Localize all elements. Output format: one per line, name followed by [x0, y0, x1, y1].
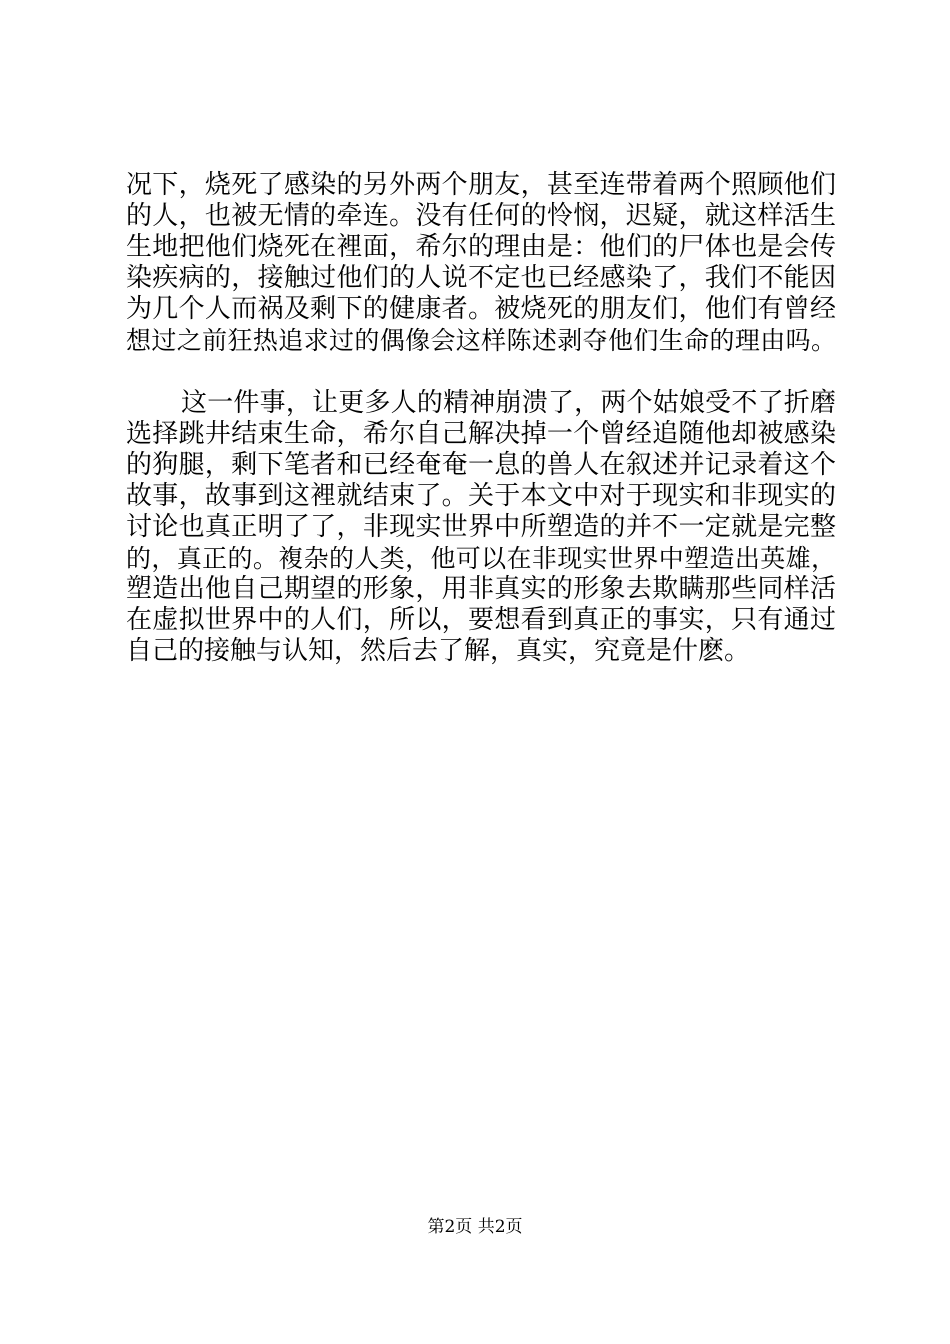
text-line: 的人，也被无情的牵连。没有任何的怜悯，迟疑，就这样活生: [126, 201, 836, 231]
text-line: 在虚拟世界中的人们，所以，要想看到真正的事实，只有通过: [126, 605, 836, 635]
body-text: [126, 170, 836, 667]
text-line: 讨论也真正明了了，非现实世界中所塑造的并不一定就是完整: [126, 512, 836, 542]
paragraph-2: [126, 388, 836, 667]
text-line: 染疾病的，接触过他们的人说不定也已经感染了，我们不能因: [126, 263, 836, 293]
text-line: 选择跳井结束生命，希尔自己解决掉一个曾经追随他却被感染: [126, 419, 836, 449]
text-line: 生地把他们烧死在裡面，希尔的理由是：他们的尸体也是会传: [126, 232, 836, 262]
text-line: 况下，烧死了感染的另外两个朋友，甚至连带着两个照顾他们: [126, 170, 836, 200]
text-line: 想过之前狂热追求过的偶像会这样陈述剥夺他们生命的理由吗。: [126, 326, 836, 355]
text-line: 这一件事，让更多人的精神崩溃了，两个姑娘受不了折磨: [181, 388, 836, 418]
text-line: 塑造出他自己期望的形象，用非真实的形象去欺瞒那些同样活: [126, 574, 836, 604]
page-number-footer: 第2页 共2页: [427, 1217, 523, 1237]
text-line: 的狗腿，剩下笔者和已经奄奄一息的兽人在叙述并记录着这个: [126, 450, 836, 480]
text-line: 为几个人而祸及剩下的健康者。被烧死的朋友们，他们有曾经: [126, 294, 836, 324]
text-line: 的，真正的。複杂的人类，他可以在非现实世界中塑造出英雄，: [126, 544, 836, 573]
paragraph-spacer: [126, 356, 836, 388]
text-line: 故事，故事到这裡就结束了。关于本文中对于现实和非现实的: [126, 481, 836, 511]
text-line: 自己的接触与认知，然后去了解，真实，究竟是什麽。: [126, 636, 751, 666]
paragraph-1: [126, 170, 836, 356]
